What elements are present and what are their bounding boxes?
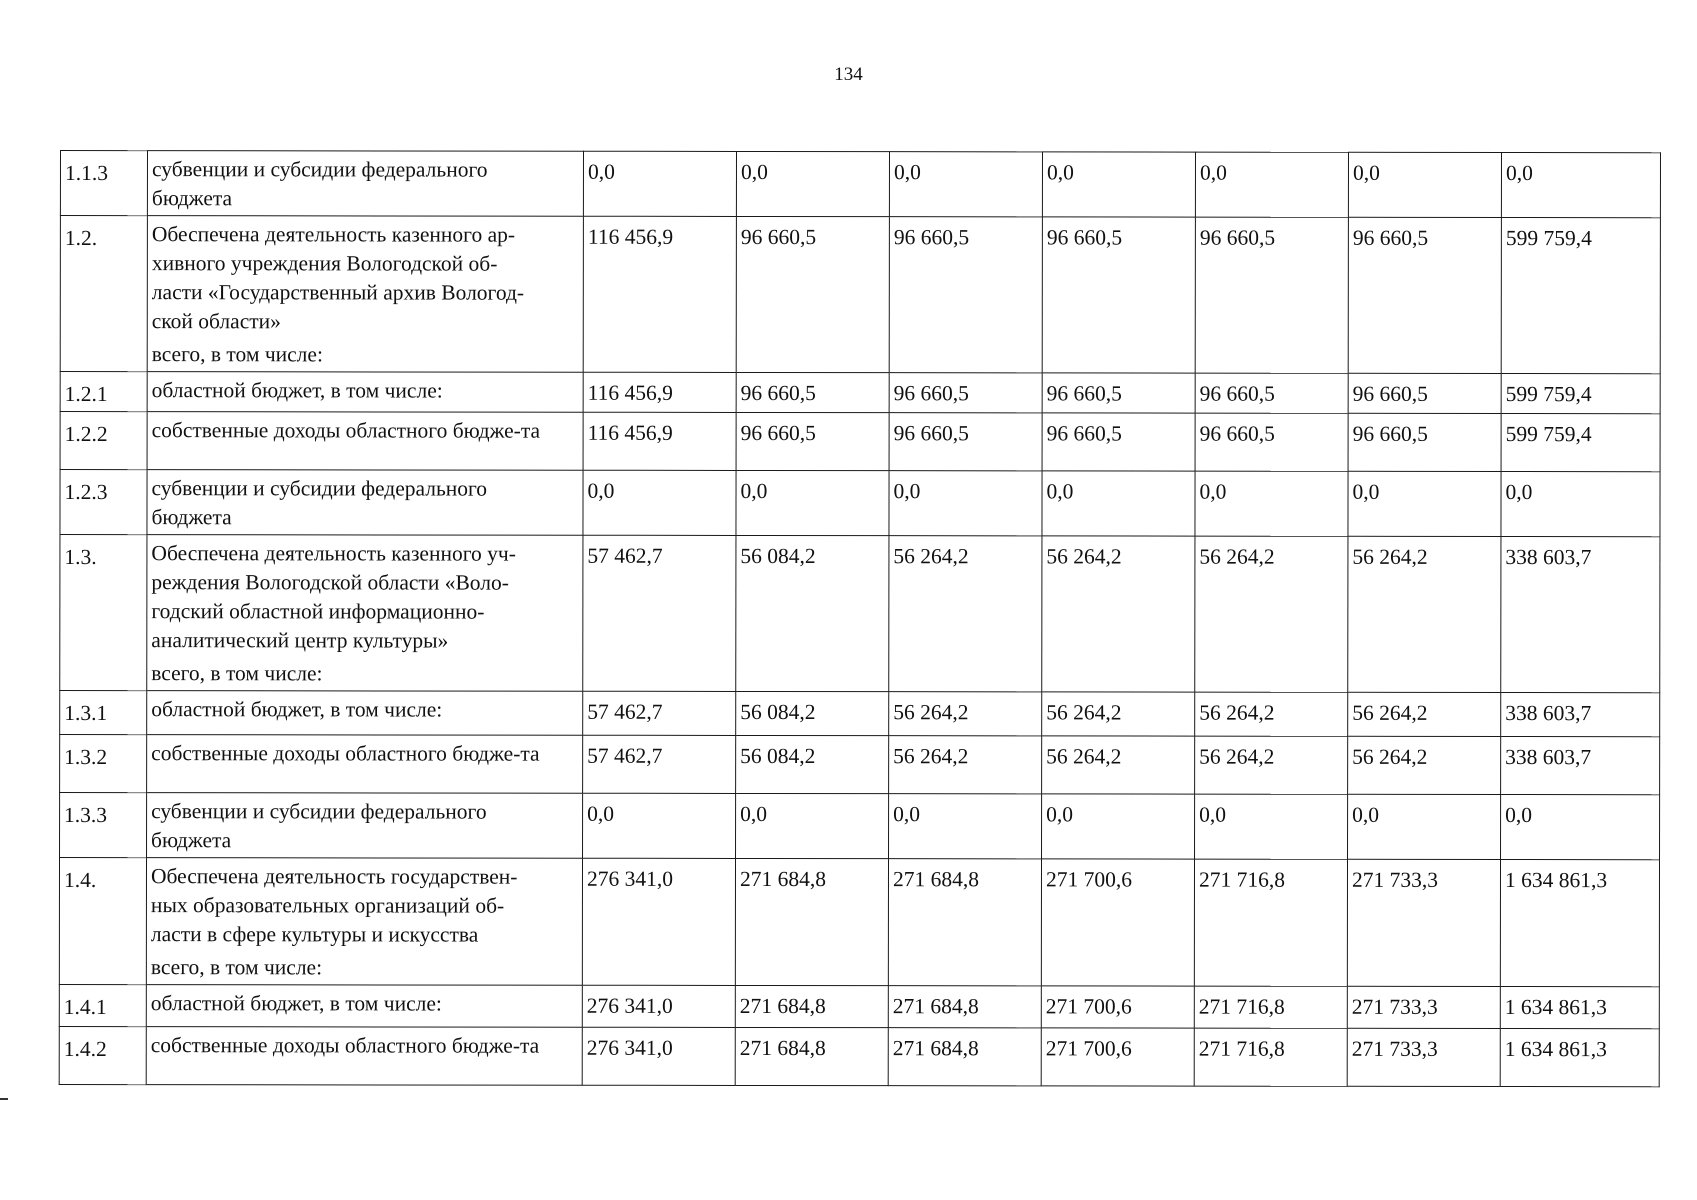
value-cell: 56 264,2 [1195, 536, 1348, 692]
row-number: 1.2.1 [60, 372, 147, 412]
row-description-subtotal-label: всего, в том числе: [151, 661, 323, 686]
value-cell: 56 264,2 [889, 536, 1042, 692]
value-cell: 57 462,7 [583, 735, 736, 793]
value-cell: 271 684,8 [735, 858, 888, 985]
value-cell: 116 456,9 [583, 412, 736, 470]
value-cell: 96 660,5 [1042, 413, 1195, 471]
value-cell: 271 733,3 [1347, 859, 1500, 986]
row-description [147, 412, 583, 471]
value-cell: 0,0 [1042, 152, 1195, 217]
value-cell: 96 660,5 [1195, 373, 1348, 413]
value-cell: 56 264,2 [1195, 692, 1348, 736]
value-cell: 276 341,0 [582, 858, 735, 985]
row-description-text: субвенции и субсидии федерального бюджета [151, 799, 487, 853]
value-cell: 56 264,2 [1042, 692, 1195, 736]
value-cell: 56 264,2 [1195, 736, 1348, 794]
row-description [147, 372, 583, 413]
value-cell: 56 264,2 [889, 736, 1042, 794]
value-cell: 276 341,0 [582, 985, 735, 1027]
row-description-text: субвенции и субсидии федерального бюджета [151, 157, 488, 211]
table-row [60, 470, 1660, 537]
value-total-cell: 1 634 861,3 [1500, 1029, 1659, 1087]
table-row [59, 984, 1659, 1028]
table-row [60, 216, 1660, 374]
value-cell: 0,0 [1042, 794, 1195, 859]
value-cell: 0,0 [736, 793, 889, 858]
row-number: 1.2. [60, 216, 147, 372]
value-cell: 0,0 [583, 151, 736, 216]
value-cell: 271 684,8 [735, 985, 888, 1027]
row-number: 1.3.1 [60, 691, 147, 735]
value-cell: 56 264,2 [889, 692, 1042, 736]
value-cell: 57 462,7 [583, 691, 736, 735]
table-row [60, 535, 1660, 693]
value-cell: 0,0 [1348, 152, 1501, 217]
value-cell: 0,0 [1348, 794, 1501, 859]
value-cell: 96 660,5 [889, 373, 1042, 413]
table-body [59, 151, 1660, 1087]
row-description-text: собственные доходы областного бюдже-та [150, 1033, 540, 1058]
value-cell: 0,0 [1195, 794, 1348, 859]
value-total-cell: 599 759,4 [1501, 414, 1660, 472]
row-description-text: собственные доходы областного бюдже-та [151, 418, 541, 443]
row-description [146, 858, 582, 986]
value-cell: 56 264,2 [1042, 536, 1195, 692]
value-cell: 56 264,2 [1042, 736, 1195, 794]
value-cell: 56 264,2 [1348, 736, 1501, 794]
value-cell: 96 660,5 [1042, 217, 1195, 373]
value-total-cell: 338 603,7 [1501, 693, 1660, 737]
value-cell: 271 716,8 [1194, 986, 1347, 1028]
value-total-cell: 599 759,4 [1501, 374, 1660, 414]
value-cell: 0,0 [1042, 471, 1195, 536]
value-cell: 0,0 [583, 793, 736, 858]
budget-table [59, 150, 1661, 1087]
table-row [60, 735, 1660, 795]
value-cell: 0,0 [889, 152, 1042, 217]
value-cell: 56 084,2 [736, 691, 889, 735]
value-cell: 57 462,7 [583, 535, 736, 691]
value-cell: 276 341,0 [582, 1027, 735, 1085]
value-cell: 96 660,5 [1348, 217, 1501, 373]
row-description-text: областной бюджет, в том числе: [150, 991, 442, 1016]
row-description-text: Обеспечена деятельность казенного ар-хивного учреждения Вологодской об-ласти «Государственный архив Вологод-ской области» [151, 222, 525, 334]
row-number: 1.4.1 [59, 984, 146, 1026]
row-description-text: Обеспечена деятельность государствен-ных образовательных организаций об-ласти в сфере культуры и искусства [150, 864, 518, 947]
value-cell: 0,0 [1195, 471, 1348, 536]
value-cell: 0,0 [1348, 471, 1501, 536]
row-description [147, 216, 583, 373]
row-description [146, 1027, 582, 1086]
row-number: 1.4.2 [59, 1026, 146, 1084]
row-description-subtotal-label: всего, в том числе: [150, 955, 323, 980]
value-cell: 96 660,5 [1195, 217, 1348, 373]
value-total-cell: 0,0 [1501, 153, 1660, 218]
budget-table-container [59, 150, 1660, 1087]
value-cell: 271 733,3 [1347, 986, 1500, 1028]
row-description [147, 470, 583, 536]
value-cell: 96 660,5 [736, 412, 889, 470]
value-cell: 96 660,5 [1348, 373, 1501, 413]
row-number: 1.2.3 [60, 470, 147, 535]
table-row [59, 858, 1659, 987]
table-row [59, 1026, 1659, 1086]
row-description-text: собственные доходы областного бюдже-та [151, 741, 540, 766]
value-cell: 96 660,5 [889, 413, 1042, 471]
value-cell: 271 700,6 [1041, 986, 1194, 1028]
value-total-cell: 599 759,4 [1501, 218, 1660, 374]
row-description-text: областной бюджет, в том числе: [151, 697, 443, 722]
row-number: 1.4. [59, 858, 146, 985]
value-cell: 271 700,6 [1041, 1028, 1194, 1086]
row-number: 1.3.3 [60, 793, 147, 858]
value-cell: 271 716,8 [1194, 859, 1347, 986]
value-cell: 0,0 [583, 470, 736, 535]
value-cell: 0,0 [1195, 152, 1348, 217]
value-total-cell: 1 634 861,3 [1500, 987, 1659, 1029]
row-number: 1.2.2 [60, 412, 147, 470]
value-cell: 96 660,5 [1195, 413, 1348, 471]
row-number: 1.1.3 [60, 151, 147, 216]
row-description [147, 535, 583, 692]
value-cell: 0,0 [889, 471, 1042, 536]
value-cell: 56 084,2 [736, 735, 889, 793]
value-cell: 116 456,9 [583, 372, 736, 412]
value-cell: 271 684,8 [888, 859, 1041, 986]
value-cell: 96 660,5 [1348, 413, 1501, 471]
value-cell: 271 684,8 [735, 1027, 888, 1085]
row-description-text: Обеспечена деятельность казенного уч-реждения Вологодской области «Воло-годский областной информационно-аналитический центр культуры» [151, 541, 516, 653]
row-number: 1.3. [60, 535, 147, 691]
page-number: 134 [834, 64, 863, 85]
value-cell: 96 660,5 [736, 372, 889, 412]
value-total-cell: 1 634 861,3 [1500, 860, 1659, 987]
value-cell: 56 084,2 [736, 535, 889, 691]
row-description-text: областной бюджет, в том числе: [151, 378, 443, 403]
value-cell: 56 264,2 [1348, 536, 1501, 692]
row-description [147, 151, 583, 217]
value-cell: 56 264,2 [1348, 692, 1501, 736]
table-row [60, 151, 1660, 218]
value-cell: 271 700,6 [1041, 859, 1194, 986]
row-description [147, 735, 583, 794]
value-cell: 0,0 [889, 794, 1042, 859]
value-total-cell: 338 603,7 [1501, 537, 1660, 693]
row-description-text: субвенции и субсидии федерального бюджета [151, 476, 488, 530]
value-cell: 0,0 [736, 151, 889, 216]
margin-mark [0, 1098, 8, 1100]
row-number: 1.3.2 [60, 735, 147, 793]
row-description-subtotal-label: всего, в том числе: [151, 342, 323, 367]
value-cell: 271 716,8 [1194, 1028, 1347, 1086]
value-total-cell: 338 603,7 [1501, 737, 1660, 795]
table-row [60, 412, 1660, 472]
value-cell: 271 684,8 [888, 986, 1041, 1028]
row-description [147, 793, 583, 859]
value-total-cell: 0,0 [1501, 795, 1660, 860]
value-cell: 271 733,3 [1347, 1028, 1500, 1086]
value-cell: 96 660,5 [1042, 373, 1195, 413]
table-row [60, 691, 1660, 737]
table-row [60, 372, 1660, 414]
value-cell: 0,0 [736, 470, 889, 535]
value-cell: 96 660,5 [889, 217, 1042, 373]
value-cell: 116 456,9 [583, 216, 736, 372]
value-total-cell: 0,0 [1501, 472, 1660, 537]
value-cell: 96 660,5 [736, 216, 889, 372]
row-description [146, 985, 582, 1028]
row-description [147, 691, 583, 736]
value-cell: 271 684,8 [888, 1028, 1041, 1086]
table-row [60, 793, 1660, 860]
